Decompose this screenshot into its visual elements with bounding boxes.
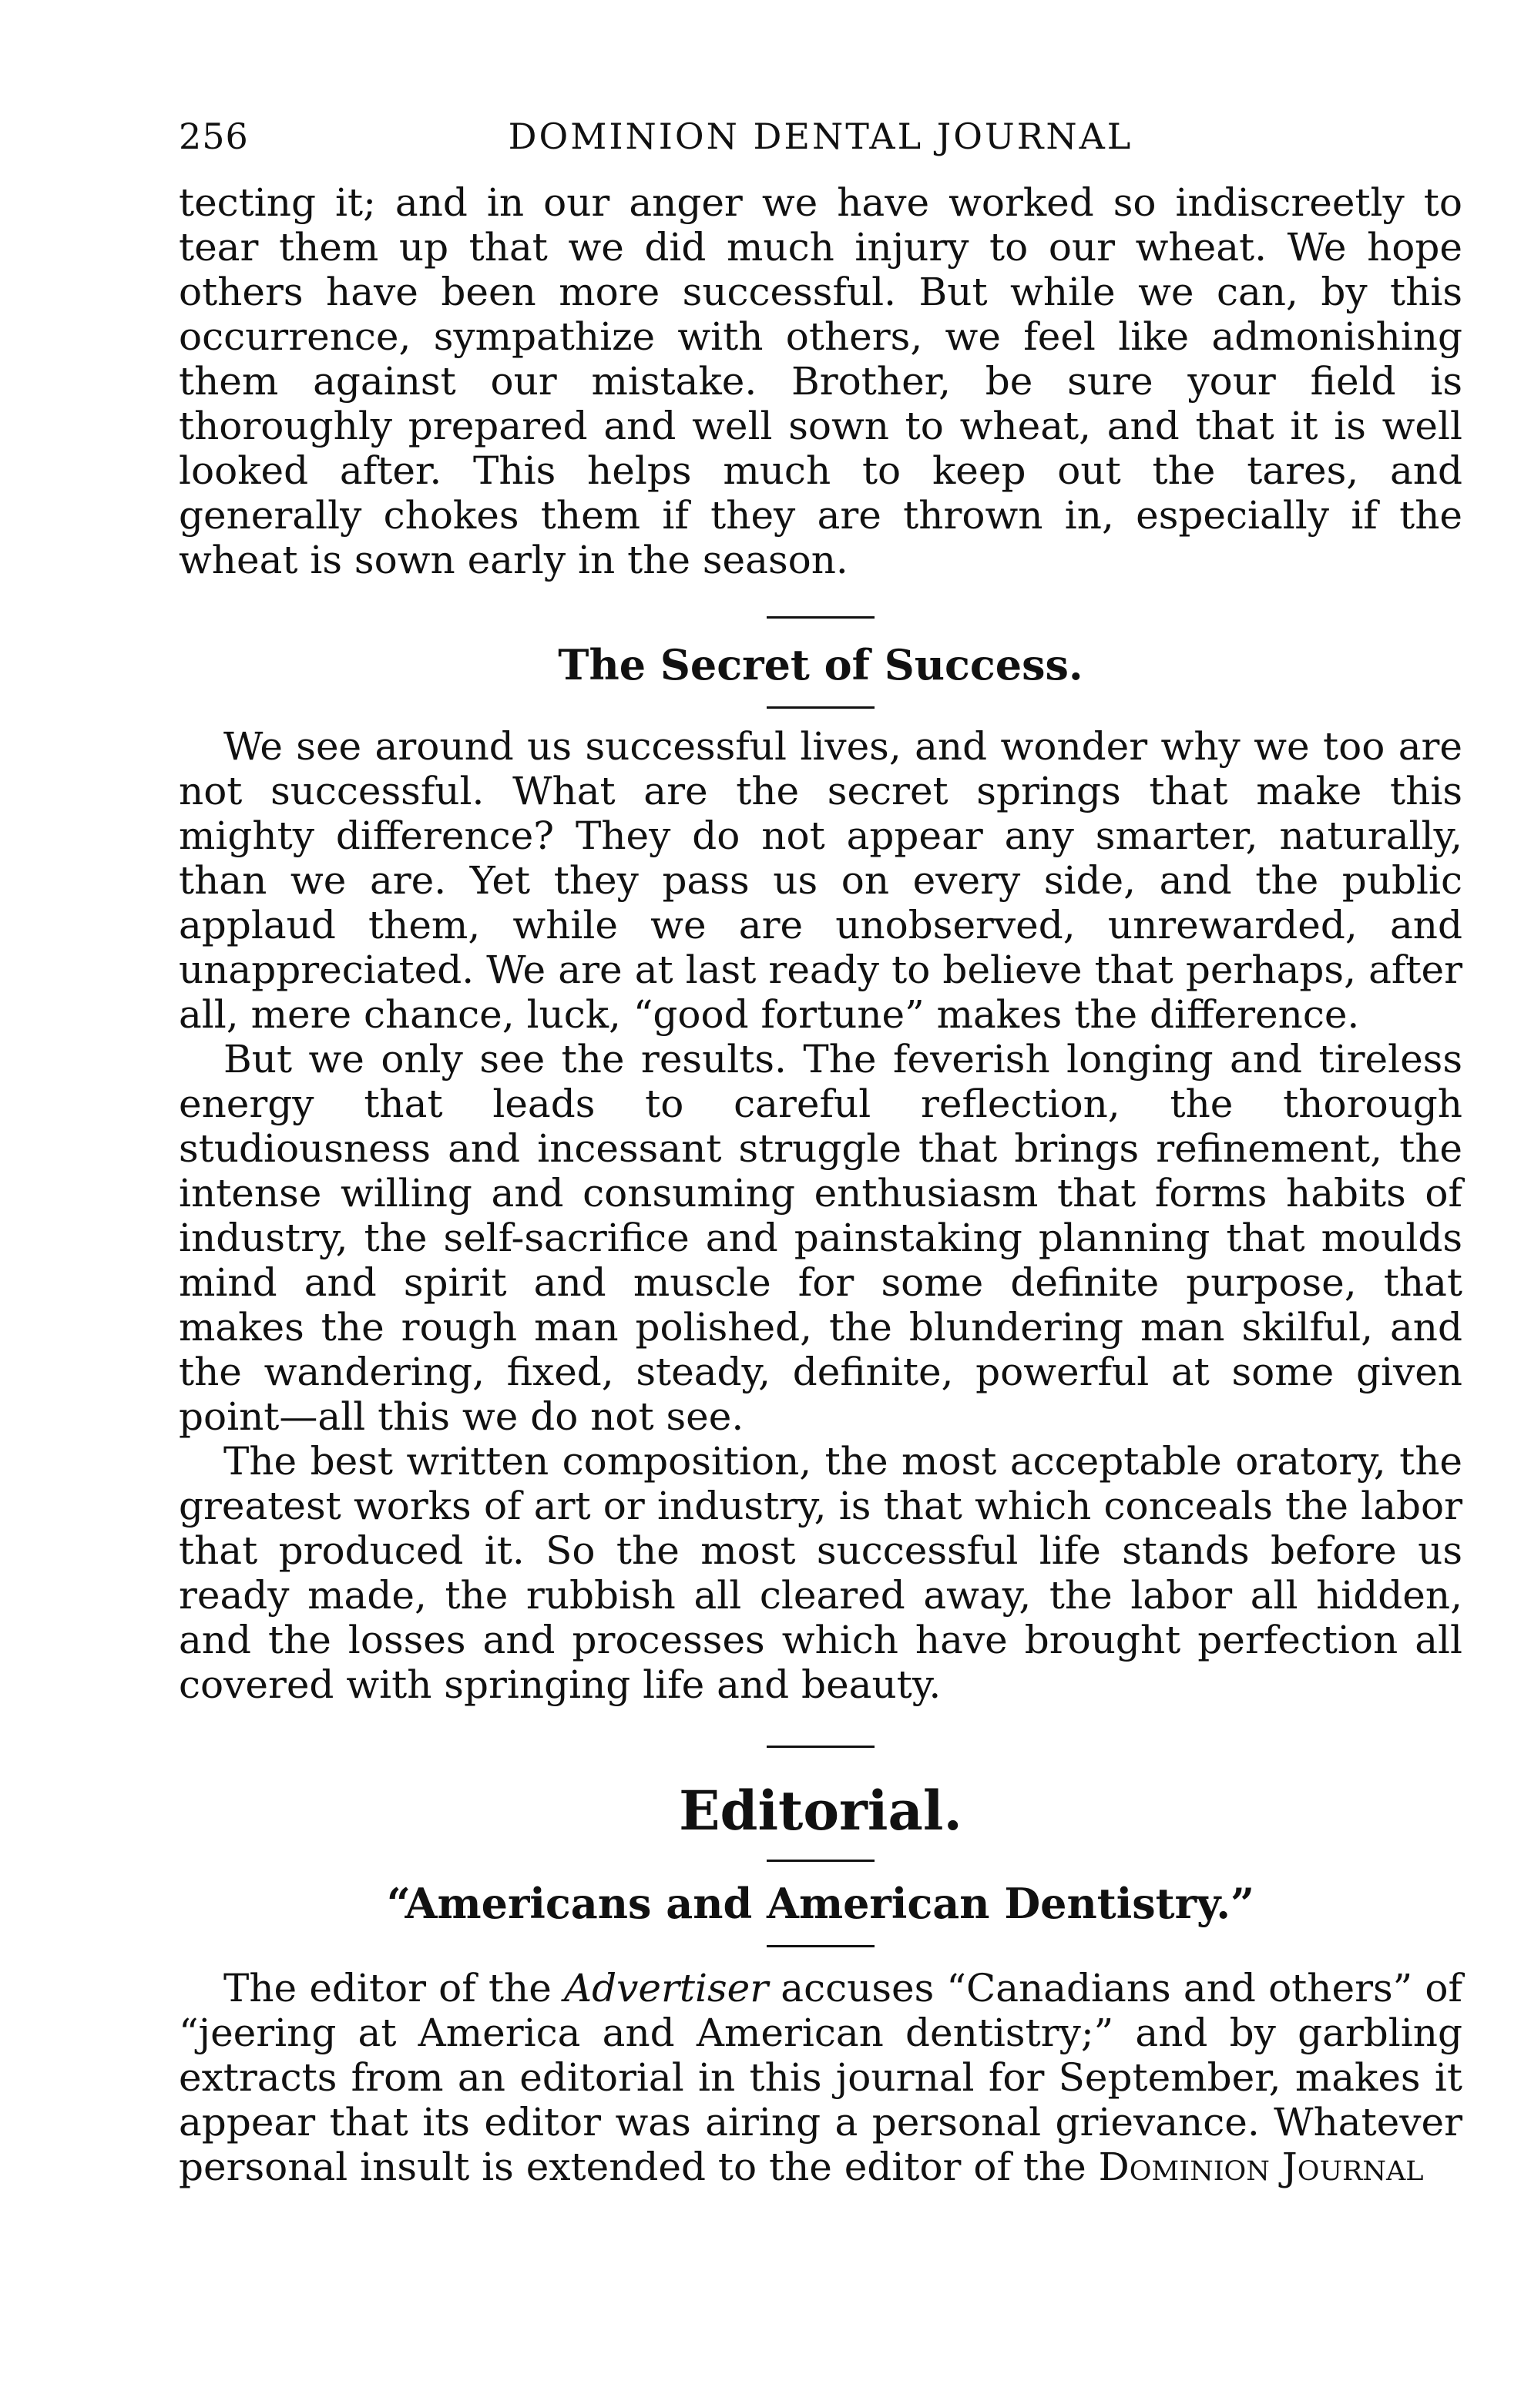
body-paragraph: But we only see the results. The feverish longing and tireless energy that leads to careful reflection, the thorough studiousness and incessant struggle that brings refinement, the intense willing and consuming enthusiasm that forms habits of industry, the self-sacrifice and painstaking planning that moulds mind and spirit and muscle for some definite purpose, that makes the rough man polished, the blundering man skilful, and the wandering, fixed, steady, definite, powerful at some given point—all this we do not see. — [179, 1037, 1462, 1439]
journal-name-smallcaps: Dominion Journal — [1098, 2145, 1424, 2189]
body-paragraph: We see around us successful lives, and wonder why we too are not successful. What are the secret springs that make this mighty difference? They do not appear any smarter, naturally, than we are. Yet they pass us on every side, and the public applaud them, while we are unobserved, unrewarded, and unappreciated. We are at last ready to believe that perhaps, after all, mere chance, luck, “good fortune” makes the difference. — [179, 724, 1462, 1037]
divider-rule — [767, 1860, 875, 1862]
divider-rule — [767, 616, 875, 619]
page-number: 256 — [179, 116, 249, 157]
publication-name-italic: Advertiser — [564, 1966, 769, 2011]
running-head — [179, 116, 1462, 169]
body-paragraph: The best written composition, the most acceptable oratory, the greatest works of art or industry, is that which conceals the labor that produced it. So the most successful life stands before us ready made, the rubbish all cleared away, the labor all hidden, and the losses and processes which have brought perfection all covered with springing life and beauty. — [179, 1439, 1462, 1707]
editorial-paragraph — [179, 1966, 1462, 2189]
section-title-secret-of-success: The Secret of Success. — [558, 640, 1083, 689]
divider-rule — [767, 1746, 875, 1748]
journal-title: DOMINION DENTAL JOURNAL — [508, 116, 1133, 157]
divider-rule — [767, 706, 875, 709]
journal-page — [179, 116, 1462, 2189]
continuation-paragraph: tecting it; and in our anger we have worked so indiscreetly to tear them up that we did much injury to our wheat. We hope others have been more successful. But while we can, by this occurrence, sympathize with others, we feel like admonishing them against our mistake. Brother, be sure your field is thoroughly prepared and well sown to wheat, and that it is well looked after. This helps much to keep out the tares, and generally chokes them if they are thrown in, especially if the wheat is sown early in the season. — [179, 180, 1462, 582]
editorial-heading: Editorial. — [679, 1779, 962, 1843]
editorial-subtitle: “Americans and American Dentistry.” — [386, 1879, 1255, 1928]
editorial-text-continued: accuses “Canadians and others” of “jeering at America and American dentistry;” and by garbling extracts from an editorial in this journal for September, makes it appear that its editor was airing a personal grievance. Whatever personal insult is extended to the editor of the — [179, 1966, 1462, 2189]
editorial-text-start: The editor of the — [223, 1966, 565, 2011]
divider-rule — [767, 1945, 875, 1947]
